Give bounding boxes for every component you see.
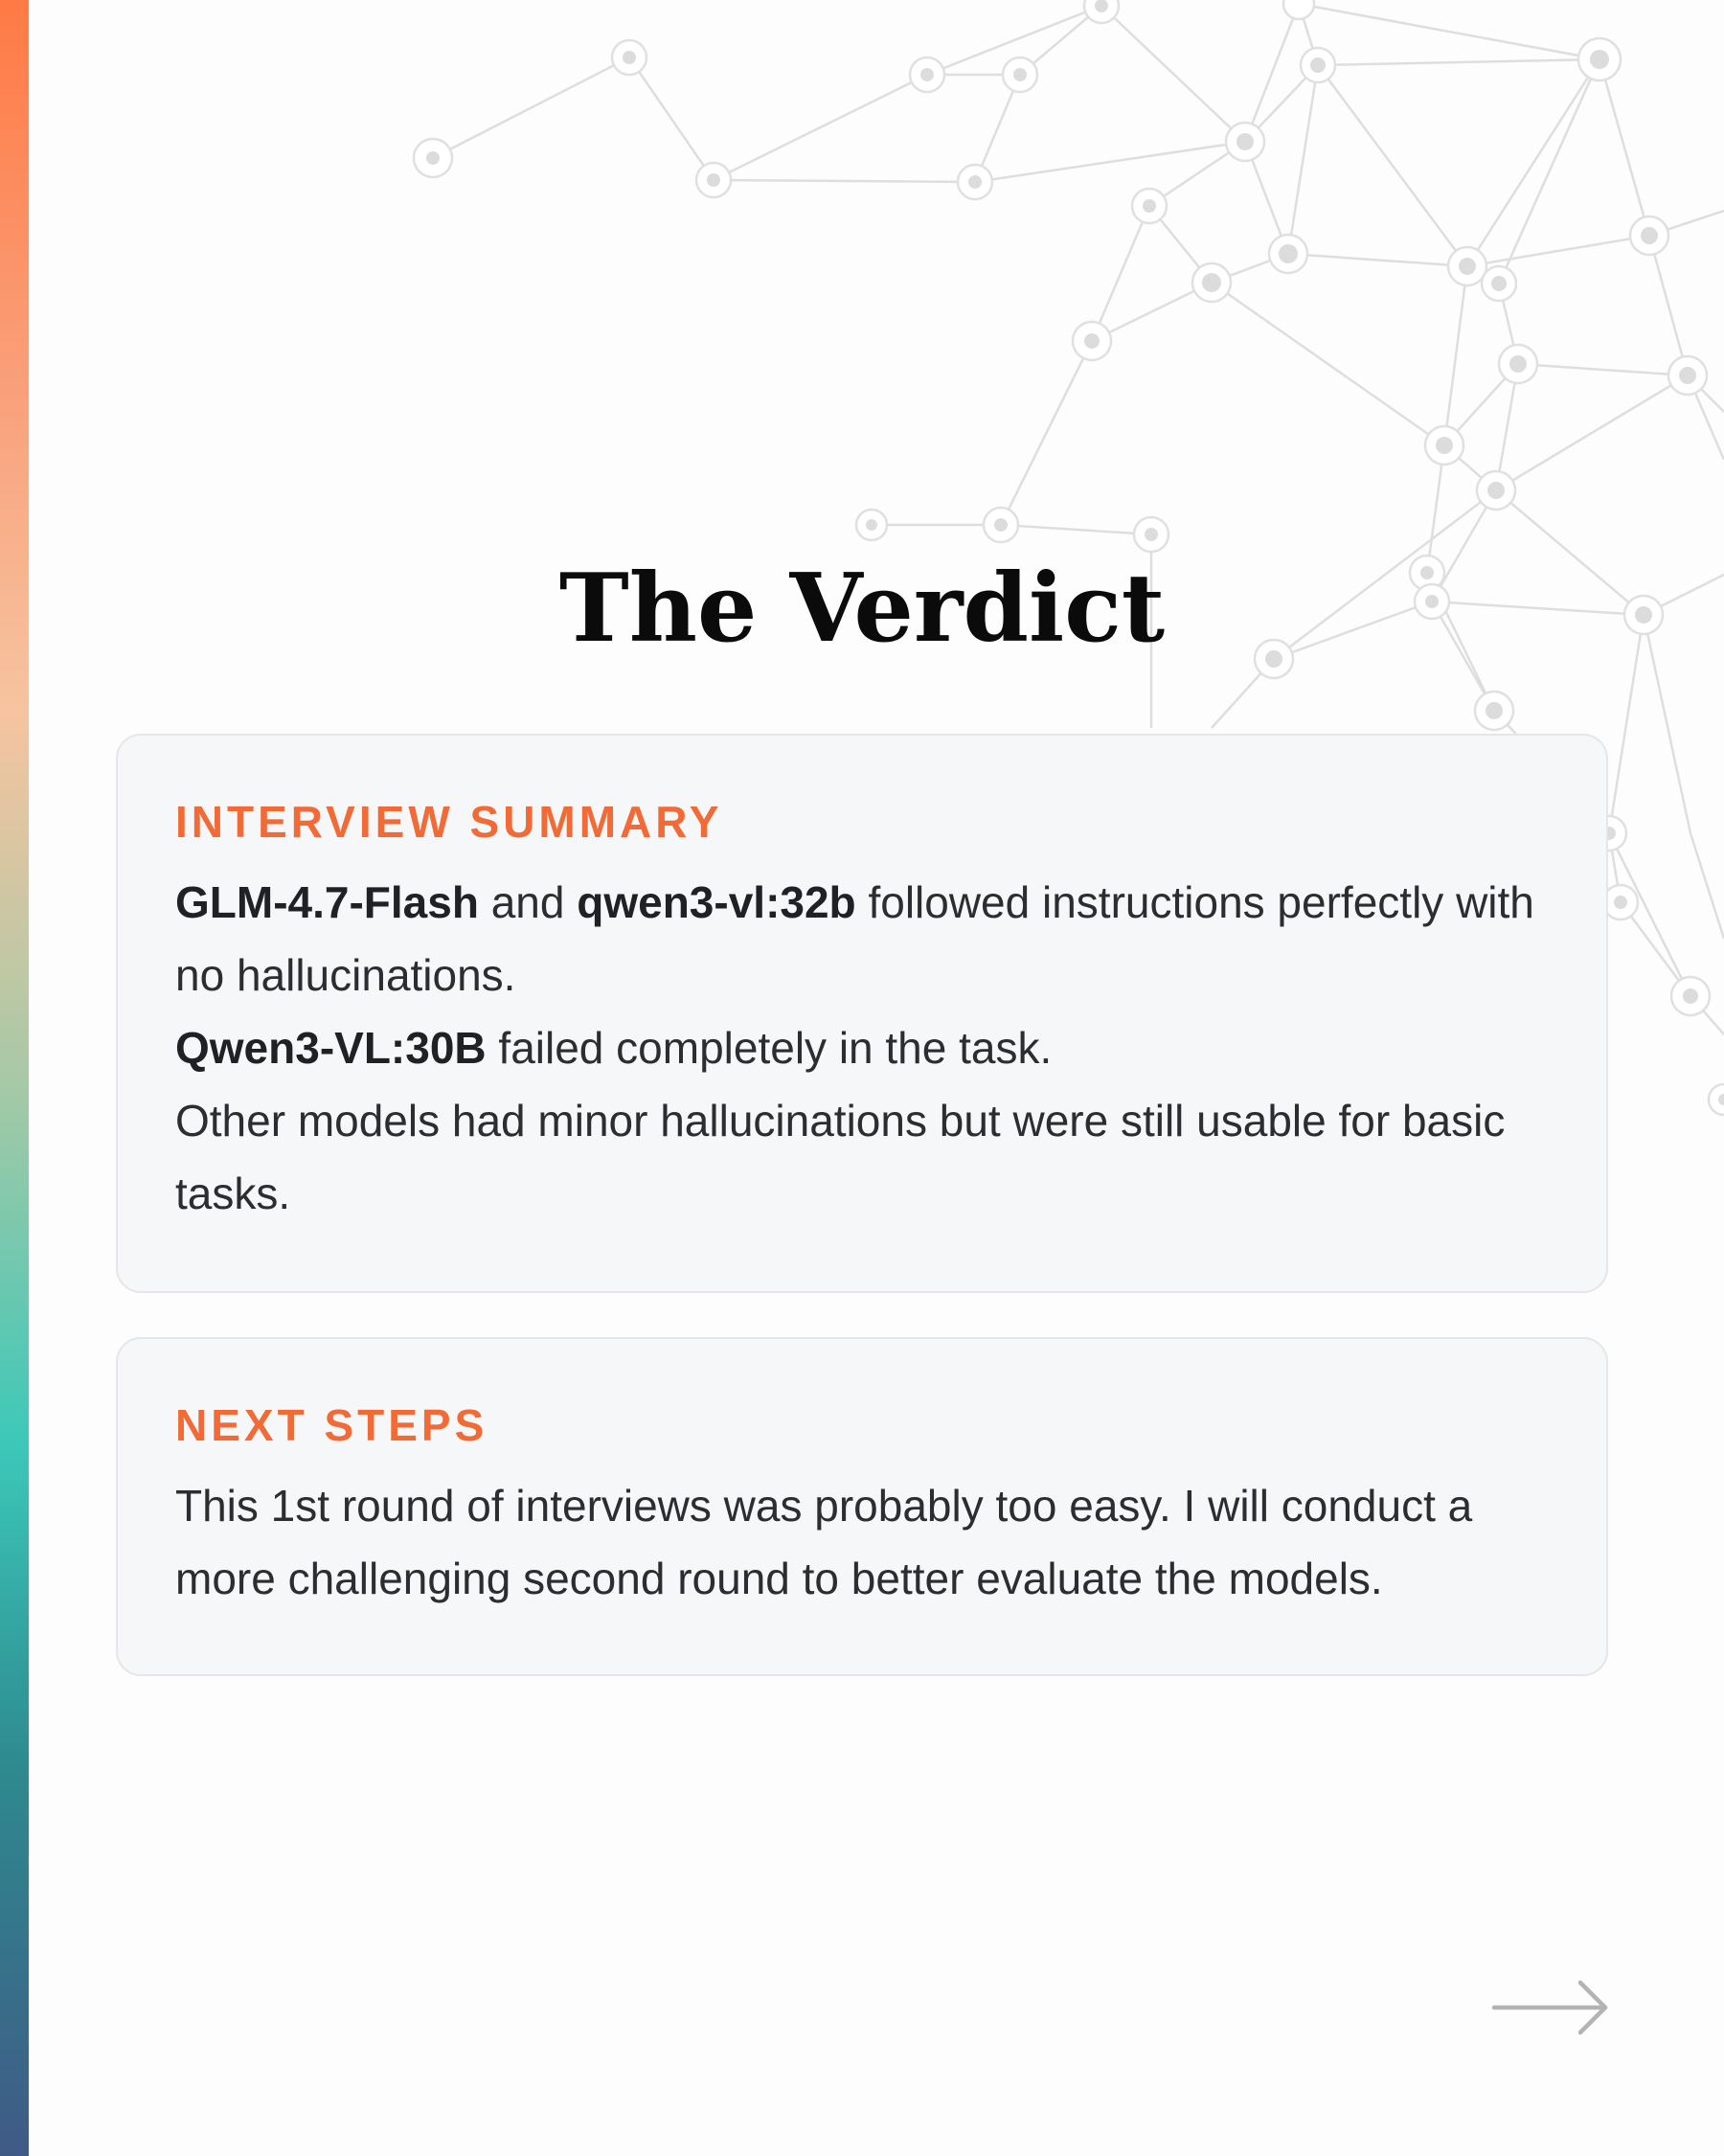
interview-summary-body <box>175 866 1549 1230</box>
model-name-glm: GLM-4.7-Flash <box>175 877 479 927</box>
next-steps-heading: NEXT STEPS <box>175 1400 488 1450</box>
next-steps-text: This 1st round of interviews was probably too easy. I will conduct a more challenging second round to better evaluate the models. <box>175 1481 1473 1603</box>
page-title: The Verdict <box>558 554 1166 664</box>
model-name-qwen3-vl-32b: qwen3-vl:32b <box>577 877 856 927</box>
summary-line-other-models: Other models had minor hallucinations but were still usable for basic tasks. <box>175 1096 1506 1218</box>
next-steps-body <box>175 1469 1549 1615</box>
next-steps-card <box>116 1337 1608 1676</box>
summary-line-top-models-text: followed instructions perfectly with no hallucinations. <box>175 877 1534 1000</box>
interview-summary-card <box>116 734 1608 1293</box>
summary-line-failed-model-text: failed completely in the task. <box>486 1023 1053 1073</box>
interview-summary-heading: INTERVIEW SUMMARY <box>175 797 723 847</box>
model-name-qwen3-vl-30b: Qwen3-VL:30B <box>175 1023 487 1073</box>
summary-joiner-text: and <box>478 877 578 927</box>
summary-line-failed-model <box>175 1011 1549 1084</box>
arrow-right-icon[interactable] <box>1490 1977 1613 2038</box>
summary-line-top-models <box>175 866 1549 1011</box>
